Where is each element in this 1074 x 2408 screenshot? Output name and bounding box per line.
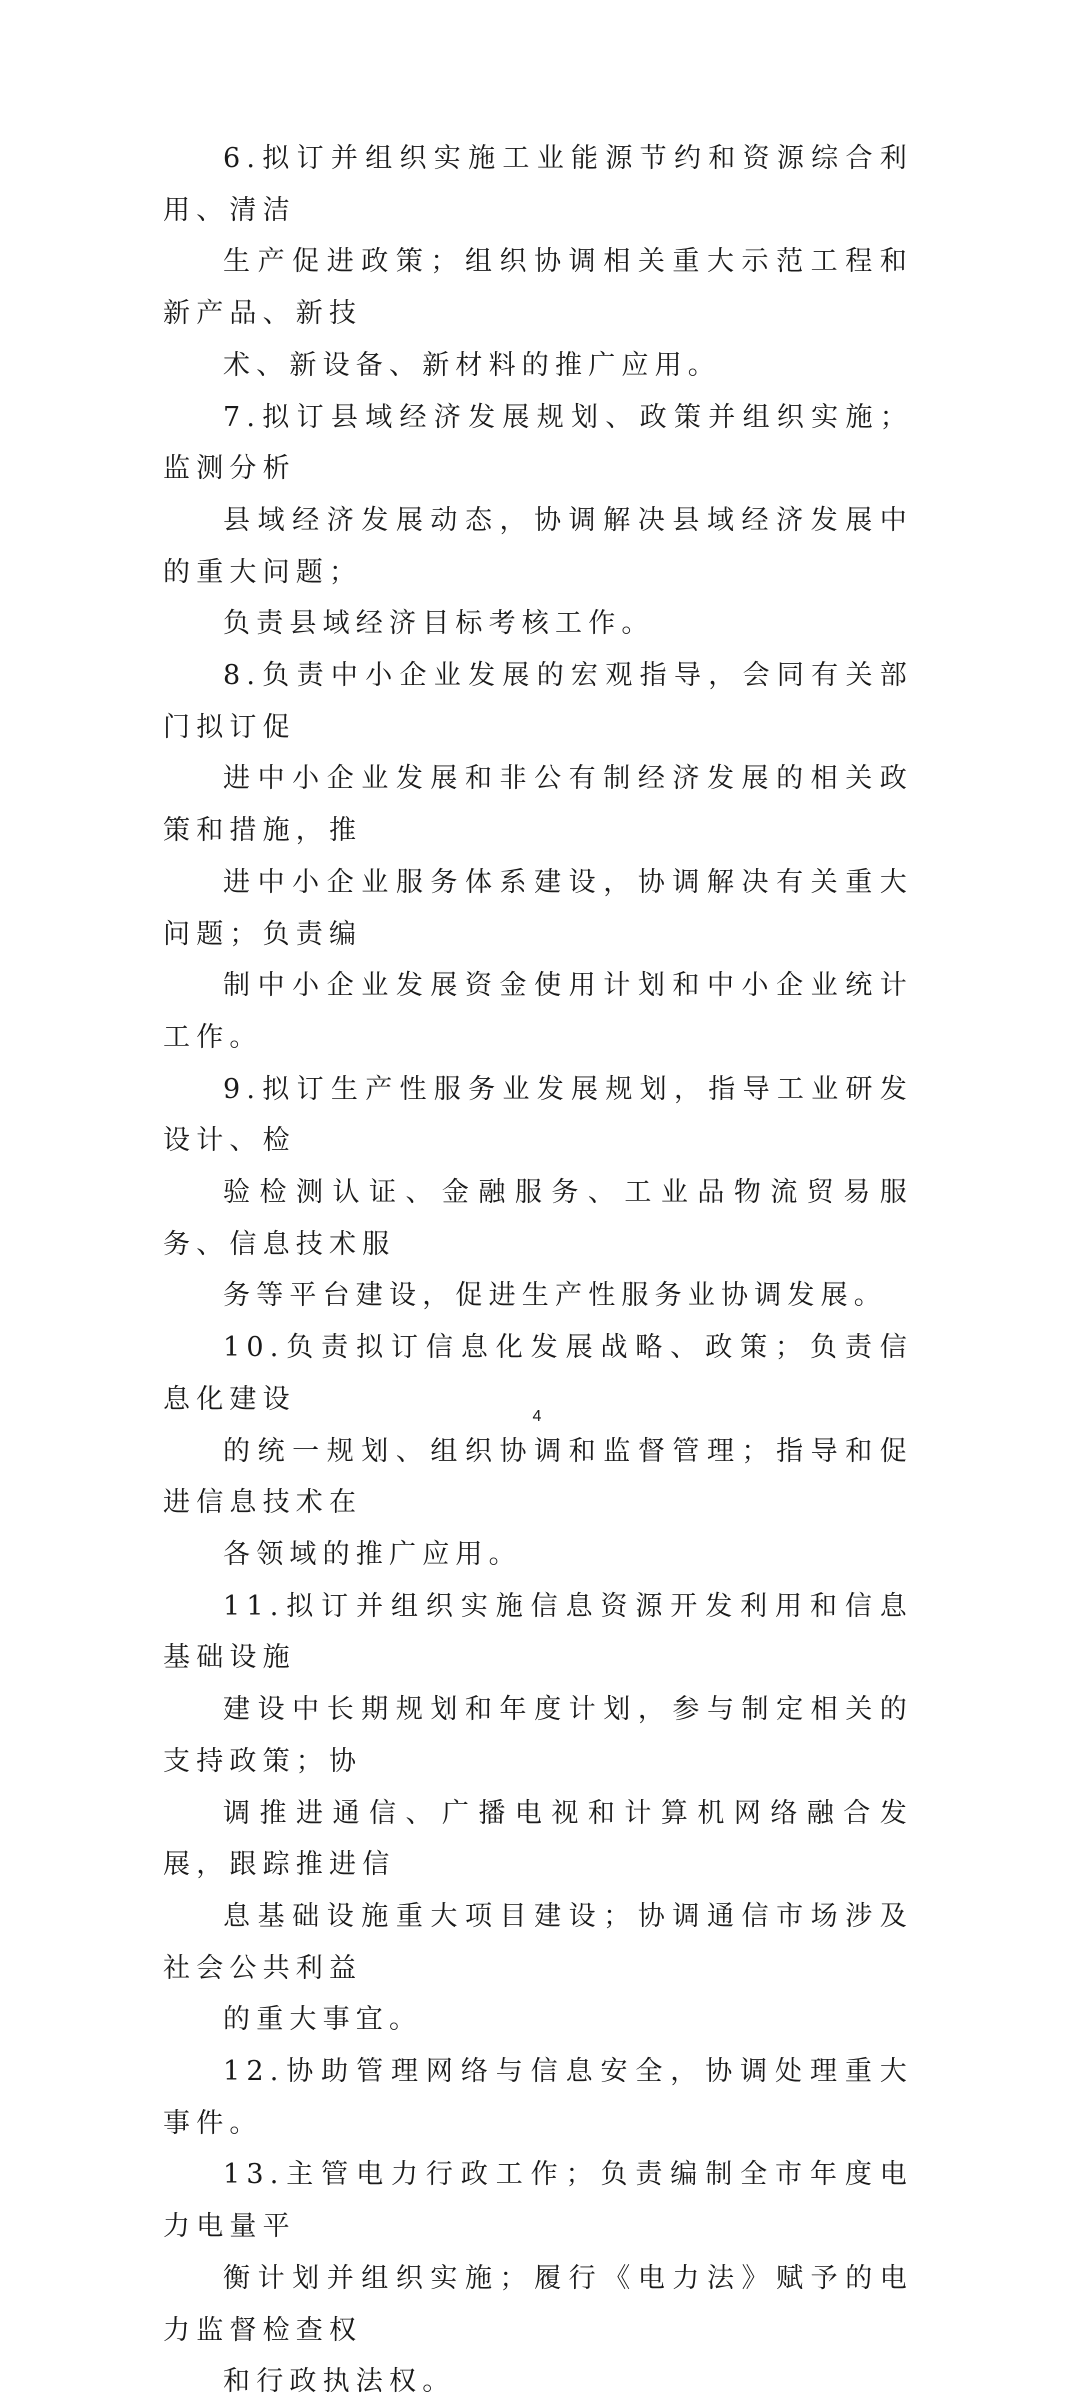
- paragraph-line: 务等平台建设，促进生产性服务业协调发展。: [223, 1280, 887, 1312]
- paragraph-line: 的统一规划、组织协调和监督管理；指导和促进信息技术在: [163, 1435, 913, 1519]
- paragraph-line: 制中小企业发展资金使用计划和中小企业统计工作。: [163, 970, 913, 1053]
- paragraph-line: 负责县域经济目标考核工作。: [223, 608, 655, 640]
- paragraph-line: 11.拟订并组织实施信息资源开发利用和信息基础设施: [163, 1590, 913, 1674]
- paragraph-line: 息基础设施重大项目建设；协调通信市场涉及社会公共利益: [163, 1900, 913, 1984]
- paragraph-7: [163, 392, 913, 651]
- paragraph-line: 验检测认证、金融服务、工业品物流贸易服务、信息技术服: [163, 1177, 913, 1260]
- paragraph-9: [163, 1064, 913, 1323]
- paragraph-line: 县域经济发展动态，协调解决县域经济发展中的重大问题；: [163, 504, 913, 588]
- paragraph-line: 9.拟订生产性服务业发展规划，指导工业研发设计、检: [163, 1073, 913, 1157]
- paragraph-11: [163, 1581, 913, 2046]
- paragraph-13: [163, 2149, 913, 2408]
- paragraph-line: 6.拟订并组织实施工业能源节约和资源综合利用、清洁: [163, 143, 913, 226]
- paragraph-line: 12.协助管理网络与信息安全，协调处理重大事件。: [163, 2056, 913, 2139]
- paragraph-line: 建设中长期规划和年度计划，参与制定相关的支持政策；协: [163, 1694, 913, 1777]
- paragraph-10: [163, 1322, 913, 1581]
- page-number: 4: [532, 1408, 542, 1425]
- paragraph-8: [163, 650, 913, 1064]
- paragraph-line: 衡计划并组织实施；履行《电力法》赋予的电力监督检查权: [163, 2262, 913, 2346]
- paragraph-line: 8.负责中小企业发展的宏观指导，会同有关部门拟订促: [163, 660, 913, 743]
- paragraph-line: 术、新设备、新材料的推广应用。: [223, 349, 721, 381]
- paragraph-6: [163, 133, 913, 392]
- paragraph-line: 进中小企业服务体系建设，协调解决有关重大问题；负责编: [163, 866, 913, 950]
- paragraph-line: 的重大事宜。: [223, 2004, 423, 2036]
- paragraph-line: 和行政执法权。: [223, 2366, 456, 2398]
- paragraph-line: 10.负责拟订信息化发展战略、政策；负责信息化建设: [163, 1332, 913, 1415]
- paragraph-line: 13.主管电力行政工作；负责编制全市年度电力电量平: [163, 2159, 913, 2243]
- paragraph-line: 进中小企业发展和非公有制经济发展的相关政策和措施，推: [163, 763, 913, 847]
- paragraph-line: 调推进通信、广播电视和计算机网络融合发展，跟踪推进信: [163, 1797, 913, 1881]
- paragraph-12: [163, 2046, 913, 2149]
- document-body: [163, 133, 913, 2408]
- paragraph-line: 7.拟订县域经济发展规划、政策并组织实施；监测分析: [163, 401, 913, 485]
- paragraph-line: 各领域的推广应用。: [223, 1538, 522, 1570]
- paragraph-line: 生产促进政策；组织协调相关重大示范工程和新产品、新技: [163, 246, 913, 330]
